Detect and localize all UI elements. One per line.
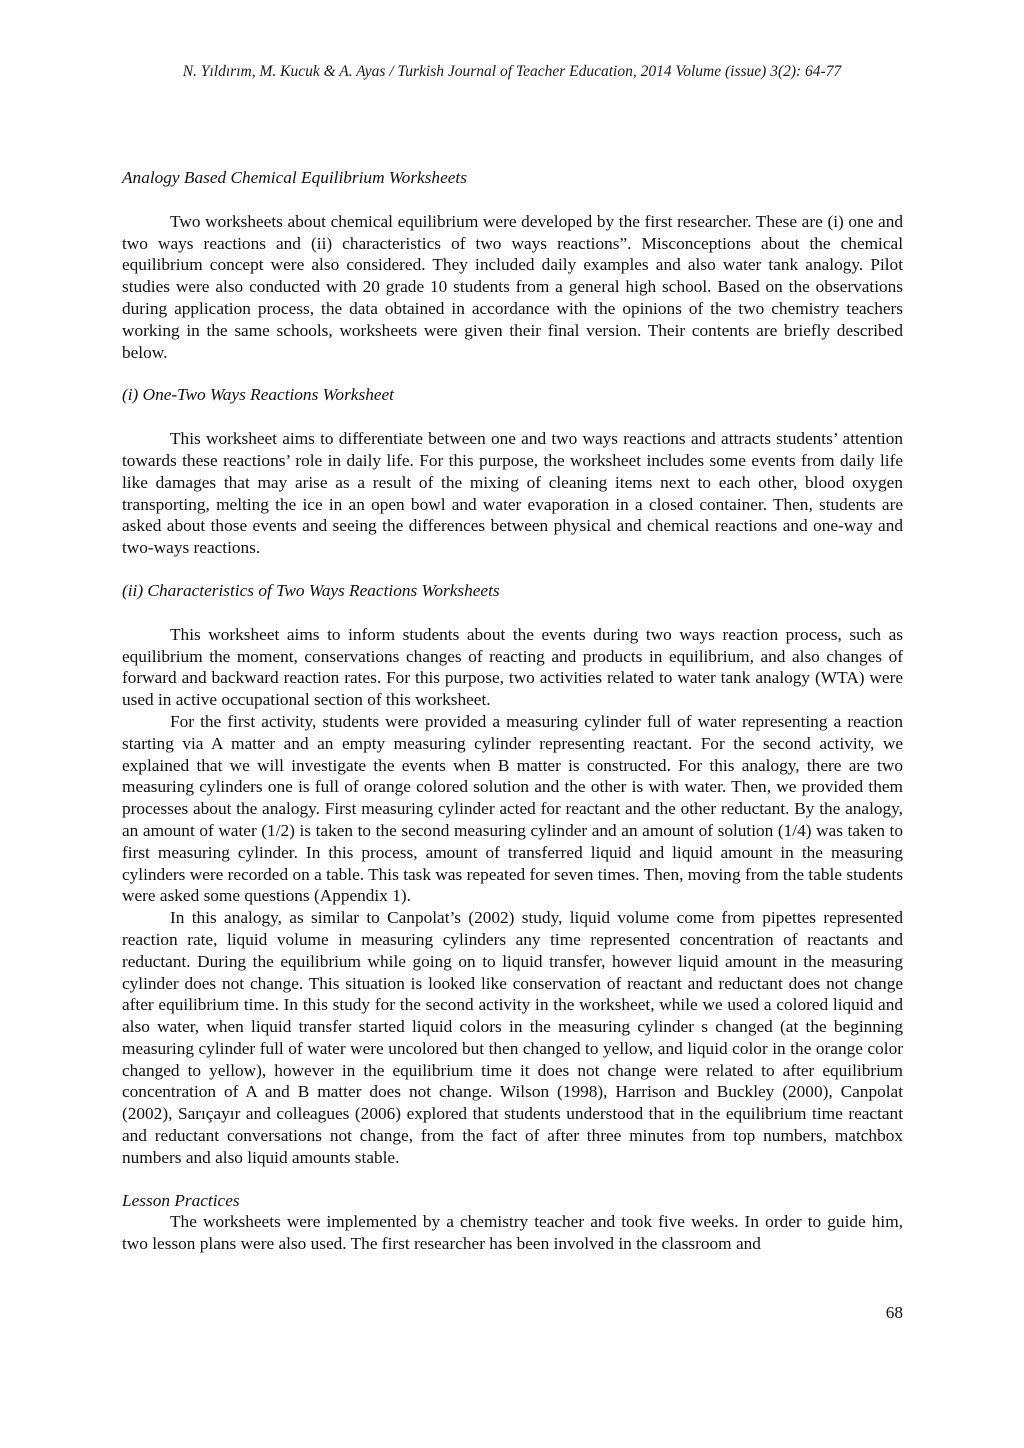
section-heading-characteristics: (ii) Characteristics of Two Ways Reactions Worksheets <box>122 580 500 600</box>
paragraph-one-two-ways: This worksheet aims to differentiate between one and two ways reactions and attracts students’ attention towards these reactions’ role in daily life. For this purpose, the worksheet includes some events from daily life like damages that may arise as a result of the mixing of cleaning items next to each other, blood oxygen transporting, melting the ice in an open bowl and water evaporation in a closed container. Then, students are asked about those events and seeing the differences between physical and chemical reactions and one-way and two-ways reactions. <box>122 429 903 558</box>
paragraph-characteristics-3: In this analogy, as similar to Canpolat’s (2002) study, liquid volume come from pipettes represented reaction rate, liquid volume in measuring cylinders any time represented concentration of reactants and reductant. During the equilibrium while going on to liquid transfer, however liquid amount in the measuring cylinder does not change. This situation is looked like conservation of reactant and reductant does not change after equilibrium time. In this study for the second activity in the worksheet, while we used a colored liquid and also water, when liquid transfer started liquid colors in the measuring cylinder s changed (at the beginning measuring cylinder full of water were uncolored but then changed to yellow, and liquid color in the orange color changed to yellow), however in the equilibrium time it does not change were related to after equilibrium concentration of A and B matter does not change. Wilson (1998), Harrison and Buckley (2000), Canpolat (2002), Sarıçayır and colleagues (2006) explored that students understood that in the equilibrium time reactant and reductant conversations not change, from the fact of after three minutes from top numbers, matchbox numbers and also liquid amounts stable. <box>122 908 903 1167</box>
section-heading-one-two-ways: (i) One-Two Ways Reactions Worksheet <box>122 385 394 405</box>
page-number: 68 <box>885 1303 903 1322</box>
paragraph-lesson-practices: The worksheets were implemented by a chemistry teacher and took five weeks. In order to guide him, two lesson plans were also used. The first researcher has been involved in the classroom and <box>122 1212 903 1254</box>
paragraph-characteristics-1: This worksheet aims to inform students about the events during two ways reaction process, such as equilibrium the moment, conservations changes of reacting and products in equilibrium, and also changes of forward and backward reaction rates. For this purpose, two activities related to water tank analogy (WTA) were used in active occupational section of this worksheet. <box>122 624 903 710</box>
section-heading-worksheets: Analogy Based Chemical Equilibrium Worksheets <box>122 168 467 187</box>
paragraph-characteristics-2: For the first activity, students were provided a measuring cylinder full of water representing a reaction starting via A matter and an empty measuring cylinder representing reactant. For the second activity, we explained that we will investigate the events when B matter is constructed. For this analogy, there are two measuring cylinders one is full of orange colored solution and the other is with water. Then, we provided them processes about the analogy. First measuring cylinder acted for reactant and the other reductant. By the analogy, an amount of water (1/2) is taken to the second measuring cylinder and an amount of solution (1/4) was taken to first measuring cylinder. In this process, amount of transferred liquid and liquid amount in the measuring cylinders were recorded on a table. This task was repeated for seven times. Then, moving from the table students were asked some questions (Appendix 1). <box>122 711 903 906</box>
article-body <box>122 167 903 1255</box>
running-header: N. Yıldırım, M. Kucuk & A. Ayas / Turkish Journal of Teacher Education, 2014 Volume (issue) 3(2): 64-77 <box>182 63 842 80</box>
section-heading-lesson-practices: Lesson Practices <box>122 1190 240 1210</box>
paragraph-worksheets-intro: Two worksheets about chemical equilibrium were developed by the first researcher. These are (i) one and two ways reactions and (ii) characteristics of two ways reactions”. Misconceptions about the chemical equilibrium concept were also considered. They included daily examples and also water tank analogy. Pilot studies were also conducted with 20 grade 10 students from a general high school. Based on the observations during application process, the data obtained in accordance with the opinions of the two chemistry teachers working in the same schools, worksheets were given their final version. Their contents are briefly described below. <box>122 211 903 362</box>
